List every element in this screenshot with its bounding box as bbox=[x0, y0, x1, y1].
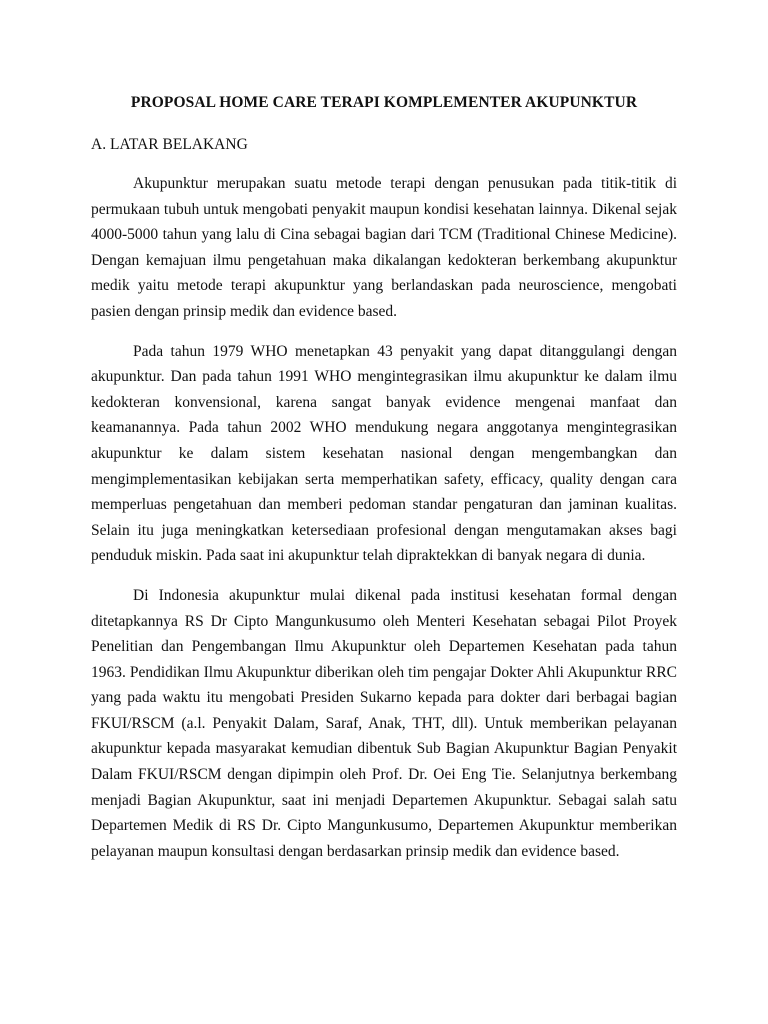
document-title: PROPOSAL HOME CARE TERAPI KOMPLEMENTER AKUPUNKTUR bbox=[130, 94, 638, 111]
section-heading: A. LATAR BELAKANG bbox=[91, 136, 248, 153]
document-page bbox=[91, 93, 677, 864]
paragraph-1: Akupunktur merupakan suatu metode terapi dengan penusukan pada titik-titik di permukaan tubuh untuk mengobati penyakit maupun kondisi kesehatan lainnya. Dikenal sejak 4000-5000 tahun yang lalu di Cina sebagai bagian dari TCM (Traditional Chinese Medicine). Dengan kemajuan ilmu pengetahuan maka dikalangan kedokteran berkembang akupunktur medik yaitu metode terapi akupunktur yang berlandaskan pada neuroscience, mengobati pasien dengan prinsip medik dan evidence based. bbox=[91, 175, 677, 320]
paragraph-3: Di Indonesia akupunktur mulai dikenal pada institusi kesehatan formal dengan ditetapkannya RS Dr Cipto Mangunkusumo oleh Menteri Kesehatan sebagai Pilot Proyek Penelitian dan Pengembangan Ilmu Akupunktur oleh Departemen Kesehatan pada tahun 1963. Pendidikan Ilmu Akupunktur diberikan oleh tim pengajar Dokter Ahli Akupunktur RRC yang pada waktu itu mengobati Presiden Sukarno kepada para dokter dari berbagai bagian FKUI/RSCM (a.l. Penyakit Dalam, Saraf, Anak, THT, dll). Untuk memberikan pelayanan akupunktur kepada masyarakat kemudian dibentuk Sub Bagian Akupunktur Bagian Penyakit Dalam FKUI/RSCM dengan dipimpin oleh Prof. Dr. Oei Eng Tie. Selanjutnya berkembang menjadi Bagian Akupunktur, saat ini menjadi Departemen Akupunktur. Sebagai salah satu Departemen Medik di RS Dr. Cipto Mangunkusumo, Departemen Akupunktur memberikan pelayanan maupun konsultasi dengan berdasarkan prinsip medik dan evidence based. bbox=[91, 586, 677, 860]
paragraph-2: Pada tahun 1979 WHO menetapkan 43 penyakit yang dapat ditanggulangi dengan akupunktur. Dan pada tahun 1991 WHO mengintegrasikan ilmu akupunktur ke dalam ilmu kedokteran konvensional, karena sangat banyak evidence mengenai manfaat dan keamanannya. Pada tahun 2002 WHO mendukung negara anggotanya mengintegrasikan akupunktur ke dalam sistem kesehatan nasional dengan mengembangkan dan mengimplementasikan kebijakan serta memperhatikan safety, efficacy, quality dengan cara memperluas pengetahuan dan memberi pedoman standar pengaturan dan jaminan kualitas. Selain itu juga meningkatkan ketersediaan profesional dengan mengutamakan akses bagi penduduk miskin. Pada saat ini akupunktur telah dipraktekkan di banyak negara di dunia. bbox=[91, 342, 677, 565]
